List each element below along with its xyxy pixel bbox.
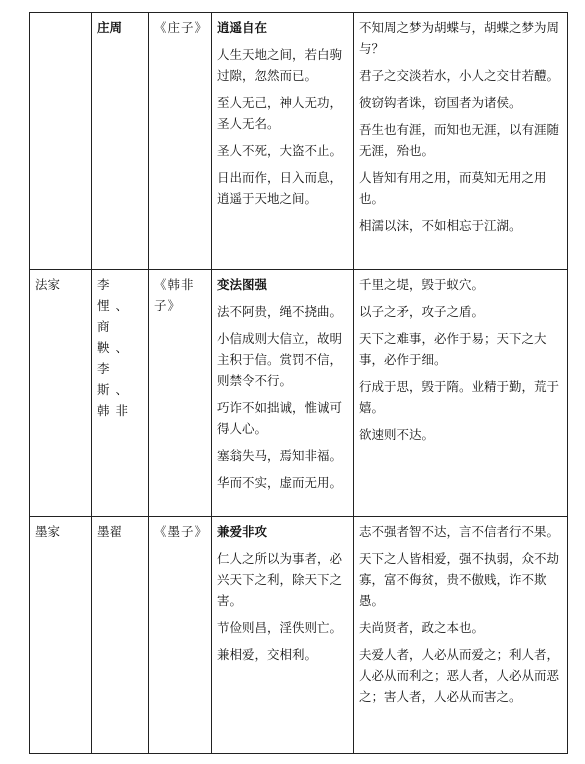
table-row (30, 13, 568, 270)
table-row (30, 517, 568, 754)
quote: 至人无己，神人无功，圣人无名。 (217, 95, 343, 131)
left-quotes-cell (212, 517, 354, 754)
quote: 法不阿贵，绳不挠曲。 (217, 304, 343, 319)
quote: 圣人不死，大盗不止。 (217, 143, 343, 158)
theme-heading: 变法图强 (217, 277, 268, 292)
right-quotes-cell (354, 517, 568, 754)
quote: 欲速则不达。 (359, 427, 435, 442)
school-cell: 墨家 (30, 517, 92, 754)
quote: 彼窃钩者诛，窃国者为诸侯。 (359, 95, 522, 110)
book-cell: 《韩非子》 (149, 270, 212, 517)
quote: 仁人之所以为事者，必兴天下之利，除天下之害。 (217, 551, 343, 608)
quote: 巧诈不如拙诚，惟诚可得人心。 (217, 400, 343, 436)
quote: 日出而作，日入而息，逍遥于天地之间。 (217, 170, 343, 206)
quote: 行成于思，毁于隋。业精于勤，荒于嬉。 (359, 379, 560, 415)
quote: 千里之堤，毁于蚁穴。 (359, 277, 485, 292)
book-cell: 《墨子》 (149, 517, 212, 754)
quote: 华而不实，虚而无用。 (217, 475, 343, 490)
quote: 夫尚贤者，政之本也。 (359, 620, 485, 635)
left-quotes-cell (212, 13, 354, 270)
quote: 志不强者智不达，言不信者行不果。 (359, 524, 560, 539)
theme-heading: 逍遥自在 (217, 20, 268, 35)
quote: 吾生也有涯，而知也无涯，以有涯随无涯，殆也。 (359, 122, 560, 158)
person-cell: 墨翟 (92, 517, 149, 754)
quote: 天下之难事，必作于易；天下之大事，必作于细。 (359, 331, 547, 367)
quote: 相濡以沫，不如相忘于江湖。 (359, 218, 522, 233)
person-cell: 李悝、商鞅、李斯、韩非 (92, 270, 149, 517)
quote: 人生天地之间，若白驹过隙，忽然而已。 (217, 47, 343, 83)
theme-heading: 兼爱非攻 (217, 524, 268, 539)
quote: 天下之人皆相爱，强不执弱，众不劫寡，富不侮贫，贵不傲贱，诈不欺愚。 (359, 551, 560, 608)
quote: 小信成则大信立，故明主积于信。赏罚不信，则禁令不行。 (217, 331, 343, 388)
quote: 人皆知有用之用，而莫知无用之用也。 (359, 170, 547, 206)
quote: 不知周之梦为胡蝶与，胡蝶之梦为周与？ (359, 20, 560, 56)
quote: 以子之矛，攻子之盾。 (359, 304, 485, 319)
left-quotes-cell (212, 270, 354, 517)
quote: 夫爱人者，人必从而爱之；利人者，人必从而利之；恶人者，人必从而恶之；害人者，人必从而害之。 (359, 647, 560, 704)
philosophy-table (29, 12, 568, 754)
right-quotes-cell (354, 270, 568, 517)
quote: 兼相爱，交相利。 (217, 647, 318, 662)
quote: 节俭则昌，淫佚则亡。 (217, 620, 343, 635)
person-cell: 庄周 (92, 13, 149, 270)
book-cell: 《庄子》 (149, 13, 212, 270)
school-cell: 法家 (30, 270, 92, 517)
right-quotes-cell (354, 13, 568, 270)
quote: 君子之交淡若水，小人之交甘若醴。 (359, 68, 560, 83)
school-cell (30, 13, 92, 270)
quote: 塞翁失马，焉知非福。 (217, 448, 343, 463)
table-row (30, 270, 568, 517)
